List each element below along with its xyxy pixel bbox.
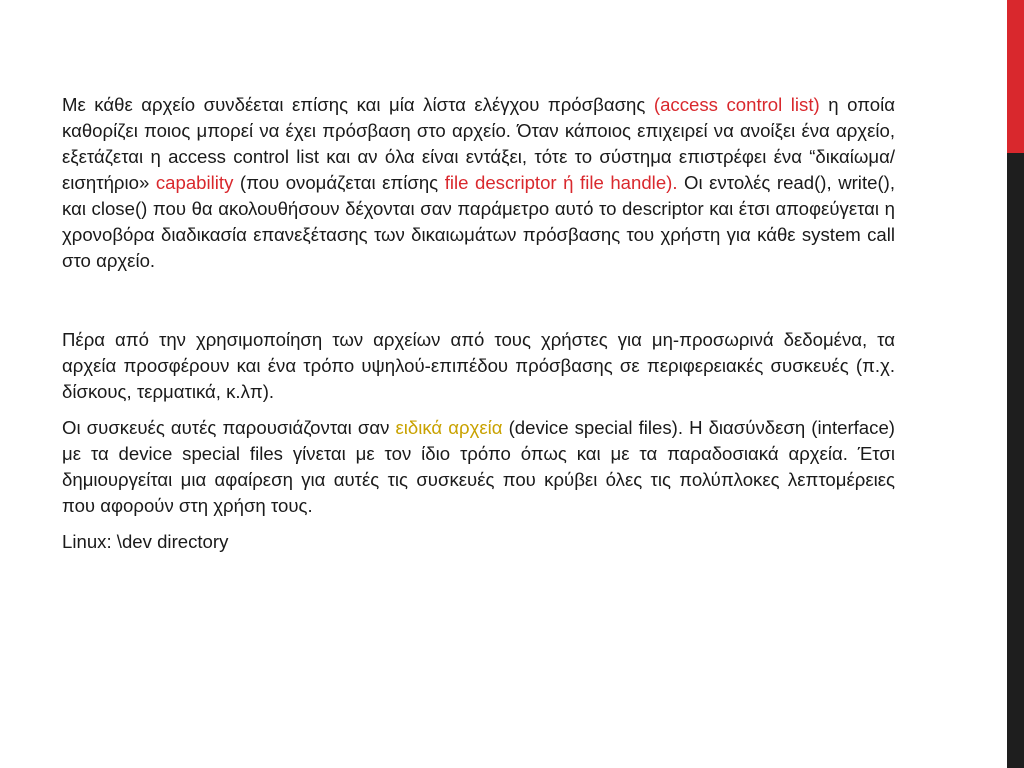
text-run: Με κάθε αρχείο συνδέεται επίσης και μία λίστα ελέγχου πρόσβασης: [62, 94, 654, 115]
text-run: Πέρα από την χρησιμοποίηση των αρχείων από τους χρήστες για μη-προσωρινά δεδομένα, τα αρχεία προσφέρουν και ένα τρόπο υψηλού-επιπέδου πρόσβασης σε περιφερειακές συσκευές (π.χ. δίσκους, τερματικά, κ.λπ).: [62, 329, 895, 402]
text-run: Οι εντολές read(), write(), και close() που θα ακολουθήσουν δέχονται σαν παράμετρο αυτό το descriptor και έτσι αποφεύγεται η χρονοβόρα διαδικασία επανεξέτασης των δικαιωμάτων πρόσβασης του χρήστη για κάθε system call στο αρχείο.: [62, 172, 895, 271]
slide-body: [62, 92, 895, 555]
paragraph-peripheral-access: [62, 327, 895, 405]
text-run: Linux: \dev directory: [62, 531, 229, 552]
highlight-capability: capability: [155, 172, 234, 193]
text-run: η οποία καθορίζει ποιος μπορεί να έχει πρόσβαση στο αρχείο. Όταν κάποιος επιχειρεί να ανοίξει ένα αρχείο, εξετάζεται η access control list και αν όλα είναι εντάξει, τότε το σύστημα επιστρέφει ένα “δικαίωμα/ εισητήριο»: [62, 94, 895, 193]
paragraph-access-control: [62, 92, 895, 274]
highlight-file-descriptor: file descriptor ή file handle).: [444, 172, 678, 193]
text-run: (device special files). Η διασύνδεση (interface) με τα device special files γίνεται με τον ίδιο τρόπο όπως και με τα παραδοσιακά αρχεία. Έτσι δημιουργείται μια αφαίρεση για αυτές τις συσκευές που κρύβει όλες τις πολύπλοκες λεπτομέρειες που αφορούν στη χρήση τους.: [62, 417, 895, 516]
side-accent-bar-dark: [1007, 153, 1024, 768]
paragraph-linux-dev: [62, 529, 895, 555]
text-run: (που ονομάζεται επίσης: [233, 172, 445, 193]
side-accent-bar-red: [1007, 0, 1024, 153]
text-run: Οι συσκευές αυτές παρουσιάζονται σαν: [62, 417, 396, 438]
paragraph-device-special-files: [62, 415, 895, 519]
highlight-access-control-list: (access control list): [653, 94, 820, 115]
highlight-special-files: ειδικά αρχεία: [395, 417, 503, 438]
